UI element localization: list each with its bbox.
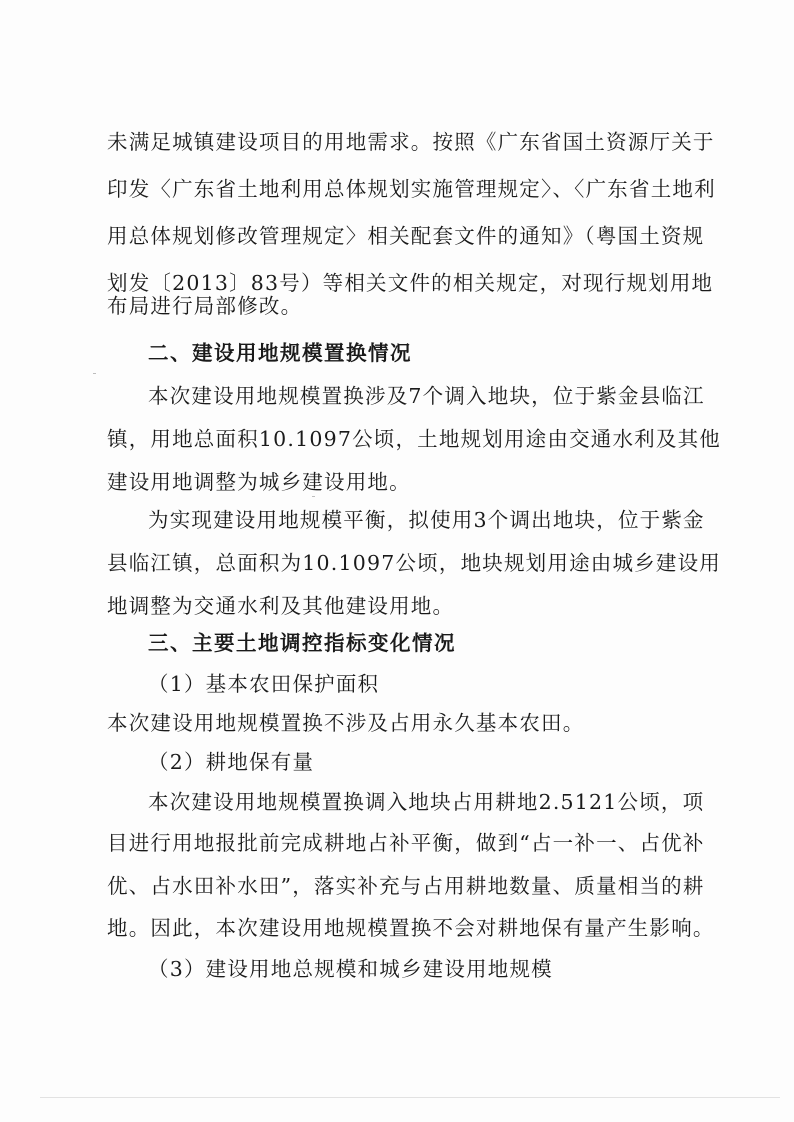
scan-edge-line bbox=[40, 1097, 780, 1098]
paragraph-line: 为实现建设用地规模平衡，拟使用3个调出地块，位于紫金 bbox=[148, 508, 705, 532]
paragraph-line: 本次建设用地规模置换调入地块占用耕地2.5121公顷，项 bbox=[148, 790, 705, 814]
body-text-line: 布局进行局部修改。 bbox=[107, 294, 303, 318]
subsection-heading: （3）建设用地总规模和城乡建设用地规模 bbox=[148, 957, 553, 981]
scan-speck bbox=[312, 496, 315, 497]
paragraph-line: 本次建设用地规模置换涉及7个调入地块，位于紫金县临江 bbox=[148, 384, 705, 408]
section-heading-3: 三、主要土地调控指标变化情况 bbox=[148, 631, 456, 655]
body-text-line: 目进行用地报批前完成耕地占补平衡，做到“占一补一、占优补 bbox=[107, 831, 705, 855]
body-text-line: 优、占水田补水田”，落实补充与占用耕地数量、质量相当的耕 bbox=[107, 874, 705, 898]
scan-speck bbox=[93, 373, 96, 374]
body-text-line: 用总体规划修改管理规定〉相关配套文件的通知》（粤国土资规 bbox=[107, 224, 705, 248]
subsection-heading: （2）耕地保有量 bbox=[148, 750, 315, 774]
body-text-line: 县临江镇，总面积为10.1097公顷，地块规划用途由城乡建设用 bbox=[107, 551, 721, 575]
body-text-line: 本次建设用地规模置换不涉及占用永久基本农田。 bbox=[107, 711, 585, 735]
body-text-line: 划发〔2013〕83号）等相关文件的相关规定，对现行规划用地 bbox=[107, 271, 714, 295]
body-text-line: 印发〈广东省土地利用总体规划实施管理规定〉、〈广东省土地利 bbox=[107, 177, 716, 201]
body-text-line: 未满足城镇建设项目的用地需求。按照《广东省国土资源厅关于 bbox=[107, 130, 715, 154]
body-text-line: 地调整为交通水利及其他建设用地。 bbox=[107, 594, 455, 618]
subsection-heading: （1）基本农田保护面积 bbox=[148, 672, 380, 696]
body-text-line: 地。因此，本次建设用地规模置换不会对耕地保有量产生影响。 bbox=[107, 916, 715, 940]
body-text-line: 镇，用地总面积10.1097公顷，土地规划用途由交通水利及其他 bbox=[107, 427, 721, 451]
body-text-line: 建设用地调整为城乡建设用地。 bbox=[107, 470, 411, 494]
section-heading-2: 二、建设用地规模置换情况 bbox=[148, 341, 412, 365]
